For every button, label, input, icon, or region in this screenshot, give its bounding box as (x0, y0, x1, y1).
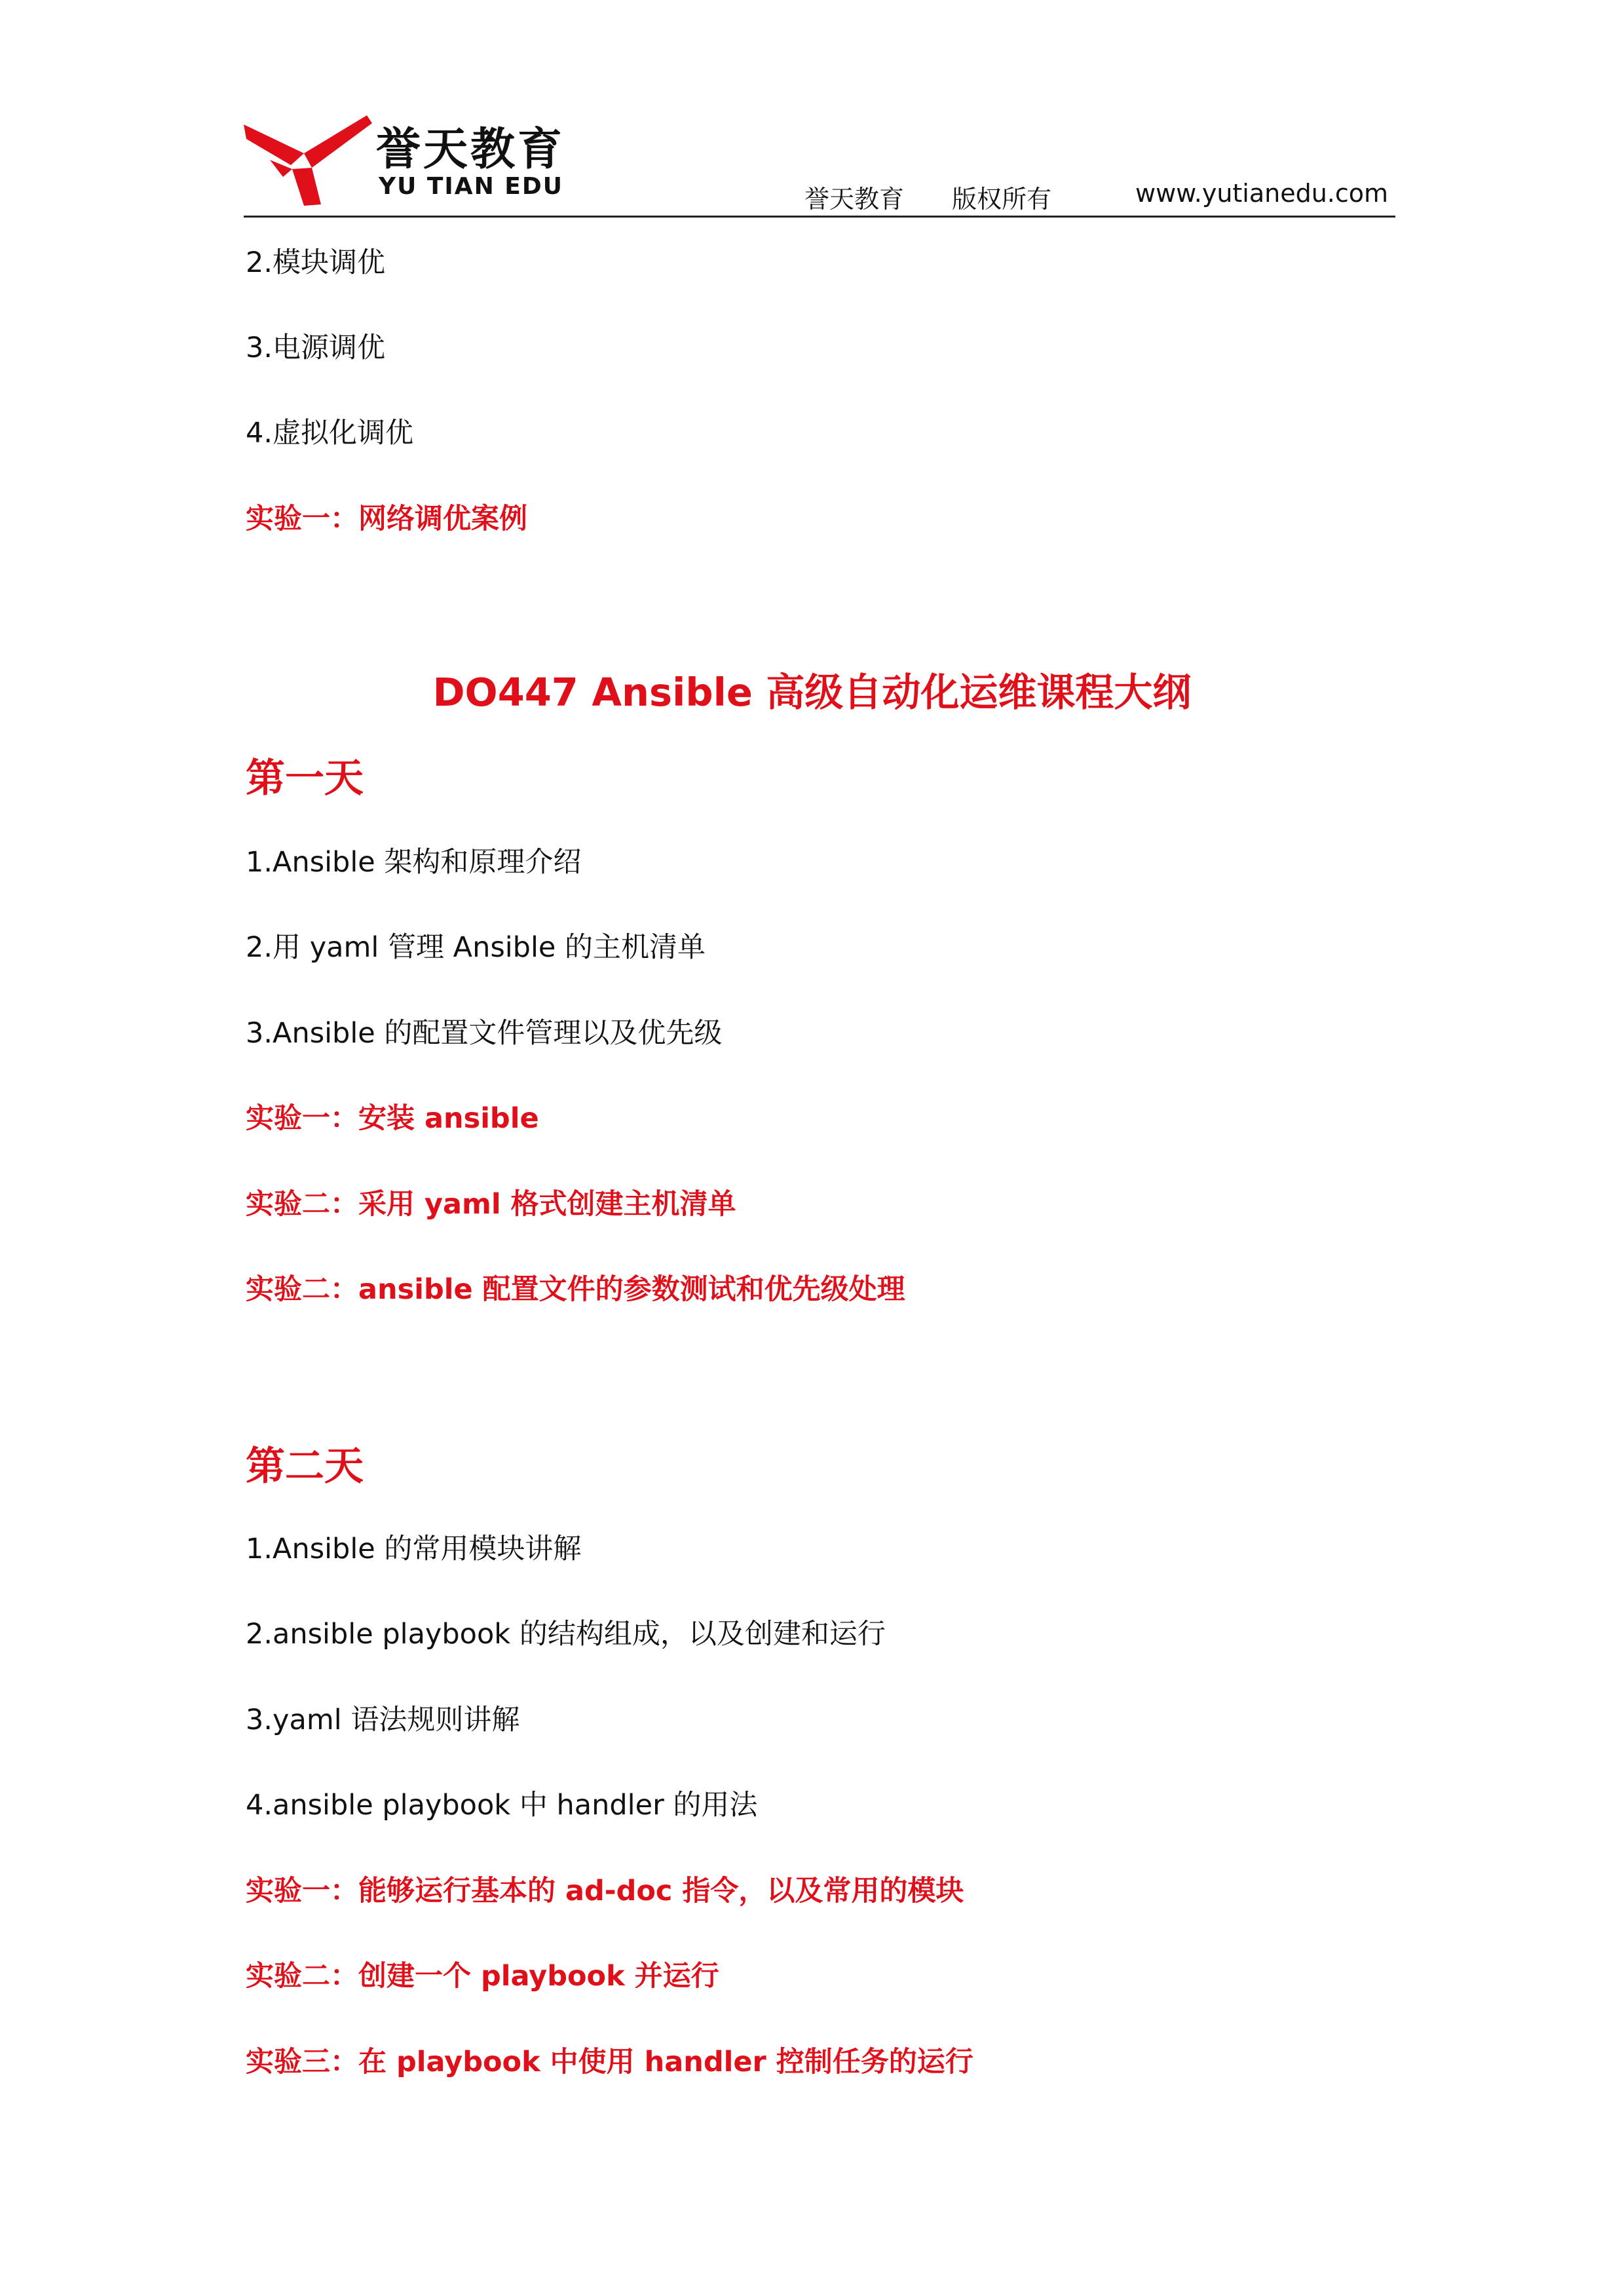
header-website: www.yutianedu.com (1135, 179, 1389, 208)
outline-item: 2.用 yaml 管理 Ansible 的主机清单 (246, 931, 706, 964)
day2-heading: 第二天 (246, 1444, 364, 1489)
yutian-logo-icon (244, 113, 375, 208)
outline-item: 4.虚拟化调优 (246, 417, 414, 450)
header-org: 誉天教育 (804, 185, 905, 214)
outline-item: 2.ansible playbook 的结构组成，以及创建和运行 (246, 1618, 886, 1651)
outline-item: 1.Ansible 架构和原理介绍 (246, 846, 582, 879)
lab-item: 实验二：创建一个 playbook 并运行 (246, 1960, 719, 1993)
lab-item: 实验二：ansible 配置文件的参数测试和优先级处理 (246, 1273, 905, 1306)
outline-item: 3.Ansible 的配置文件管理以及优先级 (246, 1017, 723, 1050)
outline-item: 3.电源调优 (246, 332, 386, 364)
lab-item: 实验一：安装 ansible (246, 1102, 539, 1135)
logo-chinese-text: 誉天教育 (376, 124, 565, 176)
header-divider (244, 216, 1395, 218)
outline-item: 3.yaml 语法规则讲解 (246, 1704, 520, 1736)
lab-item: 实验三：在 playbook 中使用 handler 控制任务的运行 (246, 2046, 973, 2078)
outline-item: 4.ansible playbook 中 handler 的用法 (246, 1789, 758, 1822)
outline-item: 2.模块调优 (246, 246, 386, 279)
header-rights: 版权所有 (952, 185, 1052, 214)
lab-item: 实验一：网络调优案例 (246, 503, 527, 535)
lab-item: 实验二：采用 yaml 格式创建主机清单 (246, 1188, 736, 1221)
lab-item: 实验一：能够运行基本的 ad-doc 指令，以及常用的模块 (246, 1875, 964, 1907)
company-logo (244, 113, 584, 208)
day1-heading: 第一天 (246, 756, 364, 801)
outline-item: 1.Ansible 的常用模块讲解 (246, 1533, 582, 1565)
course-title: DO447 Ansible 高级自动化运维课程大纲 (432, 670, 1192, 715)
logo-english-text: YU TIAN EDU (379, 173, 564, 200)
